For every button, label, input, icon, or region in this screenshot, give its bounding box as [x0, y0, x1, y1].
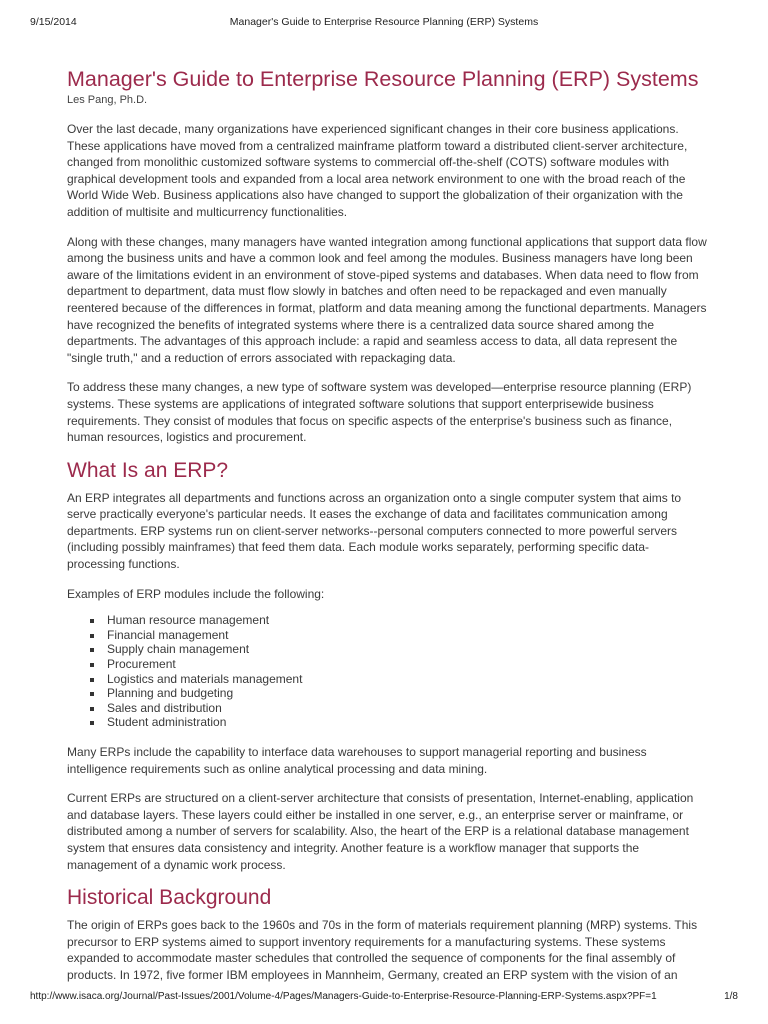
list-item-label: Planning and budgeting — [107, 686, 234, 701]
erp-list-intro: Examples of ERP modules include the following: — [67, 586, 325, 601]
list-item-label: Procurement — [107, 657, 176, 672]
erp-paragraph-2: Many ERPs include the capability to interface data warehouses to support managerial reporting and business intelligence requirements such as online analytical processing and data mining. — [67, 745, 647, 776]
intro-paragraph-3: To address these many changes, a new type of software system was developed—enterprise resource planning (ERP) systems. These systems are applications of integrated software solutions that support enterprisewide business requirements. They consist of modules that focus on specific aspects of the enterprise's business such as finance, human resources, logistics and procurement. — [67, 380, 692, 445]
page-number: 1/8 — [724, 991, 738, 1002]
list-item-label: Human resource management — [107, 613, 270, 628]
history-paragraph-1: The origin of ERPs goes back to the 1960s and 70s in the form of materials requirement planning (MRP) systems. This precursor to ERP systems aimed to support inventory requirements for a manufacturing systems. These systems expanded to accommodate master schedules that controlled the sequence of components for the final assembly of products. In 1972, five former IBM employees in Mannheim, Germany, created an ERP system with the vision of an — [67, 918, 698, 982]
list-item — [90, 613, 707, 628]
list-item-label: Logistics and materials management — [107, 671, 303, 686]
bullet-icon — [90, 707, 94, 711]
list-item — [90, 715, 707, 730]
list-item — [90, 672, 707, 687]
print-url: http://www.isaca.org/Journal/Past-Issues/2001/Volume-4/Pages/Managers-Guide-to-Enterprise-Resource-Planning-ERP-Systems.aspx?PF=1 — [30, 991, 657, 1002]
bullet-icon — [90, 678, 94, 682]
list-item-label: Sales and distribution — [107, 700, 222, 715]
intro-paragraph-2: Along with these changes, many managers have wanted integration among functional applications that support data flow among the business units and have a common look and feel among the modules. Business managers have long been aware of the limitations evident in an environment of stove-piped systems and databases. When data need to flow from department to department, data must flow slowly in batches and often need to be repackaged and even manually reentered because of the differences in format, platform and data meaning among the functional departments. Managers have recognized the benefits of integrated systems where there is a centralized data source shared among the departments. The advantages of this approach include: a rapid and seamless access to data, all data represent the "single truth," and a reduction of errors associated with repackaging data. — [67, 234, 707, 365]
print-footer — [30, 991, 738, 1005]
print-page-title: Manager's Guide to Enterprise Resource Planning (ERP) Systems — [229, 16, 539, 28]
intro-paragraph-1: Over the last decade, many organizations have experienced significant changes in their core business applications. These applications have moved from a centralized mainframe platform toward a distributed client-server architecture, changed from monolithic customized software systems to commercial off-the-shelf (COTS) software modules with graphical development tools and expanded from a local area network environment to one with the broad reach of the World Wide Web. Business applications also have changed to support the globalization of their organization with the addition of multisite and multicurrency functionalities. — [67, 122, 688, 219]
section-heading-what-is-erp: What Is an ERP? — [67, 458, 229, 482]
list-item — [90, 657, 707, 672]
article-title: Manager's Guide to Enterprise Resource Planning (ERP) Systems — [67, 67, 699, 91]
list-item — [90, 628, 707, 643]
section-heading-historical-background: Historical Background — [67, 886, 272, 910]
bullet-icon — [90, 619, 94, 623]
list-item-label: Financial management — [107, 627, 229, 642]
erp-modules-list — [67, 613, 707, 730]
print-date: 9/15/2014 — [30, 16, 77, 28]
bullet-icon — [90, 692, 94, 696]
list-item-label: Supply chain management — [107, 642, 250, 657]
list-item — [90, 701, 707, 716]
bullet-icon — [90, 663, 94, 667]
erp-paragraph-1: An ERP integrates all departments and functions across an organization onto a single computer system that aims to serve practically everyone's particular needs. It eases the exchange of data and facilitates communication among departments. ERP systems run on client-server networks--personal computers connected to more powerful servers (including possibly mainframes) that feed them data. Each module works separately, performing specific data-processing functions. — [67, 490, 682, 572]
print-header — [30, 16, 738, 30]
bullet-icon — [90, 634, 94, 638]
list-item — [90, 686, 707, 701]
list-item — [90, 642, 707, 657]
bullet-icon — [90, 721, 94, 725]
bullet-icon — [90, 648, 94, 652]
erp-paragraph-3: Current ERPs are structured on a client-server architecture that consists of presentation, Internet-enabling, application and database layers. These layers could either be installed in one server, e.g., an enterprise server or mainframe, or distributed among a number of servers for scalability. Also, the heart of the ERP is a relational database management system that ensures data consistency and integrity. Another feature is a workflow manager that supports the management of a dynamic work process. — [67, 791, 694, 872]
article-author: Les Pang, Ph.D. — [67, 94, 148, 106]
list-item-label: Student administration — [107, 715, 227, 730]
article — [67, 66, 707, 997]
